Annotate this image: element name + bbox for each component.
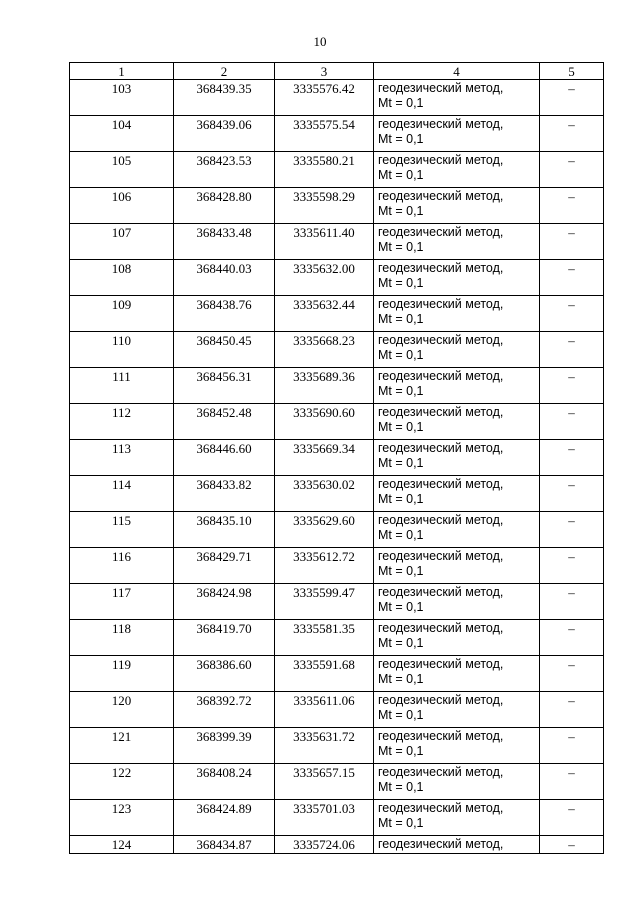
note-cell: – — [540, 512, 604, 548]
note-cell: – — [540, 80, 604, 116]
column-header-3: 3 — [275, 63, 374, 80]
table-row — [70, 692, 604, 728]
table-row — [70, 836, 604, 854]
method-text: геодезический метод, — [378, 225, 504, 239]
method-text: геодезический метод, — [378, 513, 504, 527]
table-row — [70, 116, 604, 152]
method-cell — [374, 476, 540, 512]
method-cell: геодезический метод, — [374, 836, 540, 854]
y-coordinate-cell: 3335591.68 — [275, 656, 374, 692]
column-header-5: 5 — [540, 63, 604, 80]
note-cell: – — [540, 260, 604, 296]
method-text: геодезический метод, — [378, 261, 504, 275]
point-number-cell: 115 — [70, 512, 174, 548]
note-cell: – — [540, 692, 604, 728]
y-coordinate-cell: 3335657.15 — [275, 764, 374, 800]
x-coordinate-cell: 368438.76 — [174, 296, 275, 332]
method-cell — [374, 296, 540, 332]
method-cell — [374, 224, 540, 260]
y-coordinate-cell: 3335632.44 — [275, 296, 374, 332]
x-coordinate-cell: 368408.24 — [174, 764, 275, 800]
note-cell: – — [540, 224, 604, 260]
method-cell — [374, 80, 540, 116]
table-body — [70, 80, 604, 854]
table-row — [70, 656, 604, 692]
page-number: 10 — [313, 34, 327, 49]
point-number-cell: 120 — [70, 692, 174, 728]
point-number-cell: 113 — [70, 440, 174, 476]
table-row — [70, 728, 604, 764]
y-coordinate-cell: 3335701.03 — [275, 800, 374, 836]
method-text: геодезический метод, — [378, 153, 504, 167]
table-row — [70, 548, 604, 584]
y-coordinate-cell: 3335690.60 — [275, 404, 374, 440]
y-coordinate-cell: 3335575.54 — [275, 116, 374, 152]
method-text: геодезический метод, — [378, 117, 504, 131]
point-number-cell: 107 — [70, 224, 174, 260]
point-number-cell: 114 — [70, 476, 174, 512]
x-coordinate-cell: 368434.87 — [174, 836, 275, 854]
precision-text: Mt = 0,1 — [378, 204, 424, 218]
x-coordinate-cell: 368435.10 — [174, 512, 275, 548]
method-text: геодезический метод, — [378, 549, 504, 563]
x-coordinate-cell: 368399.39 — [174, 728, 275, 764]
table-row — [70, 332, 604, 368]
x-coordinate-cell: 368452.48 — [174, 404, 275, 440]
note-cell: – — [540, 836, 604, 854]
note-cell: – — [540, 368, 604, 404]
x-coordinate-cell: 368419.70 — [174, 620, 275, 656]
method-cell — [374, 764, 540, 800]
header-row — [70, 63, 604, 80]
method-cell — [374, 800, 540, 836]
method-cell — [374, 620, 540, 656]
column-header-4: 4 — [374, 63, 540, 80]
point-number-cell: 110 — [70, 332, 174, 368]
method-cell — [374, 116, 540, 152]
precision-text: Mt = 0,1 — [378, 312, 424, 326]
table-row — [70, 404, 604, 440]
column-header-2: 2 — [174, 63, 275, 80]
note-cell: – — [540, 152, 604, 188]
method-cell — [374, 152, 540, 188]
x-coordinate-cell: 368386.60 — [174, 656, 275, 692]
method-cell — [374, 260, 540, 296]
x-coordinate-cell: 368424.89 — [174, 800, 275, 836]
precision-text: Mt = 0,1 — [378, 708, 424, 722]
note-cell: – — [540, 116, 604, 152]
note-cell: – — [540, 440, 604, 476]
table-row — [70, 584, 604, 620]
table-row — [70, 764, 604, 800]
coordinates-table — [69, 62, 604, 854]
y-coordinate-cell: 3335599.47 — [275, 584, 374, 620]
y-coordinate-cell: 3335598.29 — [275, 188, 374, 224]
method-cell — [374, 656, 540, 692]
method-text: геодезический метод, — [378, 81, 504, 95]
y-coordinate-cell: 3335581.35 — [275, 620, 374, 656]
y-coordinate-cell: 3335632.00 — [275, 260, 374, 296]
x-coordinate-cell: 368450.45 — [174, 332, 275, 368]
x-coordinate-cell: 368429.71 — [174, 548, 275, 584]
precision-text: Mt = 0,1 — [378, 456, 424, 470]
precision-text: Mt = 0,1 — [378, 600, 424, 614]
method-text: геодезический метод, — [378, 801, 504, 815]
method-cell — [374, 692, 540, 728]
point-number-cell: 112 — [70, 404, 174, 440]
x-coordinate-cell: 368456.31 — [174, 368, 275, 404]
precision-text: Mt = 0,1 — [378, 816, 424, 830]
point-number-cell: 119 — [70, 656, 174, 692]
note-cell: – — [540, 764, 604, 800]
y-coordinate-cell: 3335689.36 — [275, 368, 374, 404]
method-text: геодезический метод, — [378, 297, 504, 311]
note-cell: – — [540, 656, 604, 692]
point-number-cell: 111 — [70, 368, 174, 404]
method-text: геодезический метод, — [378, 369, 504, 383]
point-number-cell: 122 — [70, 764, 174, 800]
note-cell: – — [540, 332, 604, 368]
point-number-cell: 106 — [70, 188, 174, 224]
point-number-cell: 104 — [70, 116, 174, 152]
table-row — [70, 80, 604, 116]
x-coordinate-cell: 368423.53 — [174, 152, 275, 188]
table-row — [70, 620, 604, 656]
x-coordinate-cell: 368428.80 — [174, 188, 275, 224]
point-number-cell: 109 — [70, 296, 174, 332]
precision-text: Mt = 0,1 — [378, 132, 424, 146]
table-row — [70, 296, 604, 332]
point-number-cell: 103 — [70, 80, 174, 116]
point-number-cell: 105 — [70, 152, 174, 188]
x-coordinate-cell: 368439.35 — [174, 80, 275, 116]
point-number-cell: 121 — [70, 728, 174, 764]
point-number-cell: 108 — [70, 260, 174, 296]
method-text: геодезический метод, — [378, 441, 504, 455]
note-cell: – — [540, 620, 604, 656]
y-coordinate-cell: 3335668.23 — [275, 332, 374, 368]
x-coordinate-cell: 368433.82 — [174, 476, 275, 512]
note-cell: – — [540, 296, 604, 332]
y-coordinate-cell: 3335612.72 — [275, 548, 374, 584]
precision-text: Mt = 0,1 — [378, 348, 424, 362]
point-number-cell: 117 — [70, 584, 174, 620]
x-coordinate-cell: 368446.60 — [174, 440, 275, 476]
y-coordinate-cell: 3335611.40 — [275, 224, 374, 260]
method-cell — [374, 728, 540, 764]
table-row — [70, 224, 604, 260]
method-cell — [374, 404, 540, 440]
precision-text: Mt = 0,1 — [378, 384, 424, 398]
precision-text: Mt = 0,1 — [378, 780, 424, 794]
precision-text: Mt = 0,1 — [378, 636, 424, 650]
x-coordinate-cell: 368424.98 — [174, 584, 275, 620]
y-coordinate-cell: 3335630.02 — [275, 476, 374, 512]
point-number-cell: 118 — [70, 620, 174, 656]
precision-text: Mt = 0,1 — [378, 420, 424, 434]
table-row — [70, 476, 604, 512]
note-cell: – — [540, 584, 604, 620]
precision-text: Mt = 0,1 — [378, 276, 424, 290]
table-row — [70, 260, 604, 296]
precision-text: Mt = 0,1 — [378, 744, 424, 758]
method-text: геодезический метод, — [378, 621, 504, 635]
y-coordinate-cell: 3335611.06 — [275, 692, 374, 728]
y-coordinate-cell: 3335629.60 — [275, 512, 374, 548]
column-header-1: 1 — [70, 63, 174, 80]
y-coordinate-cell: 3335576.42 — [275, 80, 374, 116]
method-text: геодезический метод, — [378, 405, 504, 419]
table-row — [70, 440, 604, 476]
note-cell: – — [540, 800, 604, 836]
precision-text: Mt = 0,1 — [378, 96, 424, 110]
table-row — [70, 188, 604, 224]
method-cell — [374, 368, 540, 404]
table-row — [70, 368, 604, 404]
method-text: геодезический метод, — [378, 477, 504, 491]
y-coordinate-cell: 3335580.21 — [275, 152, 374, 188]
method-text: геодезический метод, — [378, 189, 504, 203]
point-number-cell: 116 — [70, 548, 174, 584]
y-coordinate-cell: 3335724.06 — [275, 836, 374, 854]
precision-text: Mt = 0,1 — [378, 528, 424, 542]
method-cell — [374, 584, 540, 620]
method-cell — [374, 440, 540, 476]
precision-text: Mt = 0,1 — [378, 672, 424, 686]
note-cell: – — [540, 404, 604, 440]
x-coordinate-cell: 368392.72 — [174, 692, 275, 728]
method-cell — [374, 332, 540, 368]
note-cell: – — [540, 728, 604, 764]
precision-text: Mt = 0,1 — [378, 492, 424, 506]
x-coordinate-cell: 368440.03 — [174, 260, 275, 296]
note-cell: – — [540, 188, 604, 224]
method-cell — [374, 548, 540, 584]
method-text: геодезический метод, — [378, 585, 504, 599]
point-number-cell: 124 — [70, 836, 174, 854]
method-cell — [374, 512, 540, 548]
table-row — [70, 152, 604, 188]
precision-text: Mt = 0,1 — [378, 240, 424, 254]
x-coordinate-cell: 368439.06 — [174, 116, 275, 152]
method-text: геодезический метод, — [378, 657, 504, 671]
note-cell: – — [540, 476, 604, 512]
method-cell — [374, 188, 540, 224]
point-number-cell: 123 — [70, 800, 174, 836]
y-coordinate-cell: 3335669.34 — [275, 440, 374, 476]
precision-text: Mt = 0,1 — [378, 168, 424, 182]
y-coordinate-cell: 3335631.72 — [275, 728, 374, 764]
table-row — [70, 512, 604, 548]
x-coordinate-cell: 368433.48 — [174, 224, 275, 260]
method-text: геодезический метод, — [378, 333, 504, 347]
table-row — [70, 800, 604, 836]
note-cell: – — [540, 548, 604, 584]
method-text: геодезический метод, — [378, 693, 504, 707]
method-text: геодезический метод, — [378, 765, 504, 779]
precision-text: Mt = 0,1 — [378, 564, 424, 578]
method-text: геодезический метод, — [378, 729, 504, 743]
